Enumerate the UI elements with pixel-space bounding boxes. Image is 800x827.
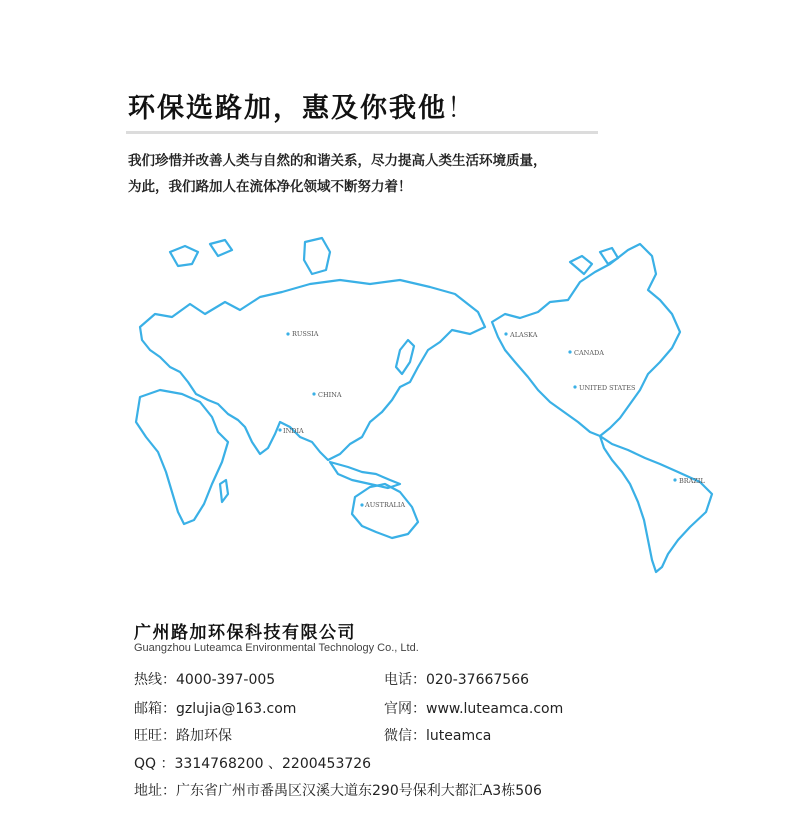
map-arctic-canada <box>600 248 618 264</box>
hotline-label: 热线： <box>134 672 176 688</box>
intro-line-1: 我们珍惜并改善人类与自然的和谐关系，尽力提高人类生活环境质量， <box>128 153 547 169</box>
map-dot-india <box>278 428 281 431</box>
website-row <box>384 698 563 718</box>
map-dot-australia <box>360 503 363 506</box>
phone-row <box>384 669 529 689</box>
hotline-value: 4000-397-005 <box>176 672 276 688</box>
map-dot-china <box>312 392 315 395</box>
email-value: gzlujia@163.com <box>176 701 297 717</box>
map-japan <box>396 340 414 374</box>
email-row <box>134 698 296 718</box>
map-label-canada: CANADA <box>574 349 604 357</box>
qq-value: 3314768200 、2200453726 <box>174 756 372 772</box>
wechat-value: luteamca <box>426 728 492 744</box>
map-label-brazil: BRAZIL <box>679 477 705 485</box>
map-dot-alaska <box>504 332 507 335</box>
website-label: 官网： <box>384 701 426 717</box>
map-arctic-canada <box>570 256 592 274</box>
map-arctic-island <box>170 246 198 266</box>
map-label-united-states: UNITED STATES <box>579 384 636 392</box>
map-se-asia <box>330 462 400 488</box>
map-australia <box>352 484 418 538</box>
map-label-india: INDIA <box>283 427 304 435</box>
address-label: 地址： <box>134 783 176 799</box>
hotline-row <box>134 669 275 689</box>
map-label-russia: RUSSIA <box>292 330 319 338</box>
phone-label: 电话： <box>384 672 426 688</box>
qq-row <box>134 753 371 773</box>
map-label-china: CHINA <box>318 391 342 399</box>
map-label-australia: AUSTRALIA <box>365 501 406 509</box>
headline-text: 环保选路加，惠及你我他 <box>128 93 447 124</box>
company-name-en: Guangzhou Luteamca Environmental Technology Co., Ltd. <box>134 642 419 654</box>
qq-label: QQ ： <box>134 756 175 772</box>
map-dot-brazil <box>673 478 676 481</box>
map-madagascar <box>220 480 228 502</box>
divider <box>126 131 598 134</box>
headline <box>128 86 476 125</box>
wangwang-label: 旺旺： <box>134 728 176 744</box>
map-arctic-island <box>210 240 232 256</box>
world-map <box>100 222 740 582</box>
phone-value: 020-37667566 <box>426 672 530 688</box>
map-eurasia <box>140 280 485 460</box>
map-label-alaska: ALASKA <box>510 331 538 339</box>
company-name-cn: 广州路加环保科技有限公司 <box>134 623 356 643</box>
intro-line-2: 为此，我们路加人在流体净化领域不断努力着！ <box>128 179 412 195</box>
map-dot-russia <box>286 332 289 335</box>
email-label: 邮箱： <box>134 701 176 717</box>
intro-paragraph <box>128 148 628 200</box>
wangwang-value: 路加环保 <box>176 728 232 744</box>
map-dot-united-states <box>573 385 576 388</box>
wechat-label: 微信： <box>384 728 426 744</box>
map-dot-canada <box>568 350 571 353</box>
map-africa <box>136 390 228 524</box>
wangwang-row <box>134 725 232 745</box>
address-row <box>134 780 542 800</box>
wechat-row <box>384 725 491 745</box>
headline-exclaim: ！ <box>447 93 476 124</box>
map-arctic-island <box>304 238 330 274</box>
address-value: 广东省广州市番禺区汉溪大道东290号保利大都汇A3栋506 <box>176 783 542 799</box>
map-south-america <box>600 436 712 572</box>
website-value: www.luteamca.com <box>426 701 564 717</box>
